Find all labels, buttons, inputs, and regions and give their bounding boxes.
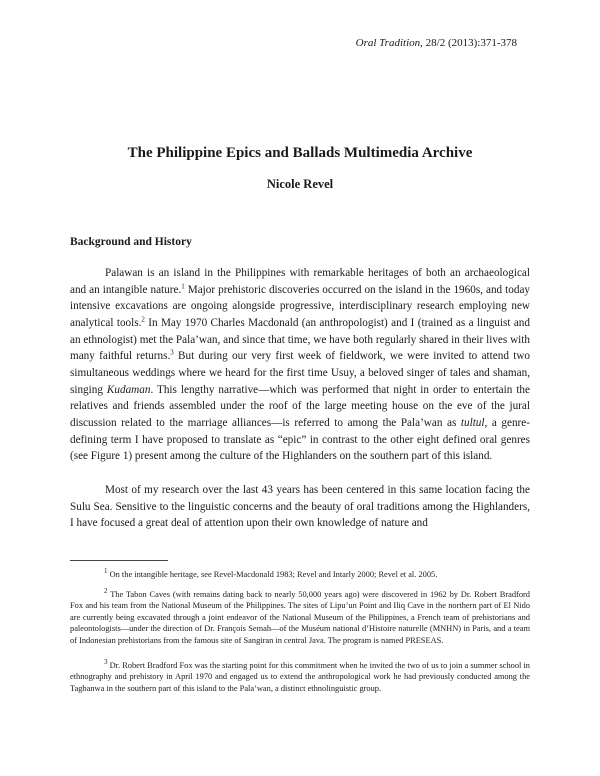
- running-header: [356, 37, 517, 49]
- footnote-1: $^1$ On the intangible heritage, see Revel-Macdonald 1983; Revel and Intarly 2000; Revel et al. 2005.: [104, 567, 438, 579]
- paper-title: The Philippine Epics and Ballads Multimedia Archive: [127, 145, 473, 161]
- author-name: Nicole Revel: [266, 177, 334, 191]
- footnote-ref-3[interactable]: 3: [170, 348, 174, 357]
- italic-term-kudaman: Kudaman: [106, 383, 151, 396]
- journal-name: Oral Tradition: [355, 37, 421, 49]
- italic-term-tultul: tultul: [460, 416, 485, 429]
- citation: , 28/2 (2013):371-378: [420, 37, 517, 49]
- footnote-divider: [70, 560, 168, 561]
- footnote-2: $^2$ The Tabon Caves (with remains dating back to nearly 50,000 years ago) were discovered in 1962 by Dr. Robert Bradford Fox and his team from the National Museum of the Philippines. The sites of Lipu’un Point and Iliq Cave in the northern part of El Nido are currently being excavated through a joint endeavor of the National Museum of the Philippines, a French team of prehistorians and paleontologists—under the direction of Dr. François Semah—of the Muséum national d’Histoire naturelle (MNHN) in Paris, and a team of Indonesian prehistorians from the famous site of Sangiran in central Java. The program is named PRESEAS.: [70, 587, 530, 645]
- footnote-3: $^3$ Dr. Robert Bradford Fox was the starting point for this commitment when he invited the two of us to join a summer school in ethnography and prehistory in April 1970 and engaged us to extend the anthropological work he had previously conducted among the Tagbanwa in the southern part of this island to the Pala’wan, a distinct ethnolinguistic group.: [70, 658, 530, 693]
- section-heading: Background and History: [70, 236, 192, 248]
- paragraph-2: Most of my research over the last 43 years has been centered in this same location facing the Sulu Sea. Sensitive to the linguistic concerns and the beauty of oral traditions among the Highlanders, I have focused a great deal of attention upon their own knowledge of nature and: [70, 484, 530, 530]
- footnote-ref-1[interactable]: 1: [181, 281, 185, 290]
- paragraph-1: Palawan is an island in the Philippines with remarkable heritages of both an archaeological and an intangible nature.$^1$ Major prehistoric discoveries occurred on the island in the 1960s, and today intensive excavations are ongoing alongside progressive, interdisciplinary research employing new analytical tools.$^2$ In May 1970 Charles Macdonald (an anthropologist) and I (trained as a linguist and an ethnologist) met the Pala’wan, and since that time, we have both regularly shared in their lives with many faithful returns.$^3$ But during our very first week of fieldwork, we were invited to attend two simultaneous weddings where we heard for the first time Usuy, a beloved singer of tales and shaman, singing Kudaman. This lengthy narrative—which was performed that night in order to entertain the relatives and friends assembled under the roof of the large meeting house on the eve of the jural discussion related to the marriage alliances—is referred to among the Pala’wan as tultul, a genre-defining term I have proposed to translate as “epic” in contrast to the other eight defined oral genres (see Figure 1) present among the culture of the Highlanders on the southern part of this island.: [70, 267, 531, 463]
- footnote-ref-2[interactable]: 2: [141, 315, 145, 324]
